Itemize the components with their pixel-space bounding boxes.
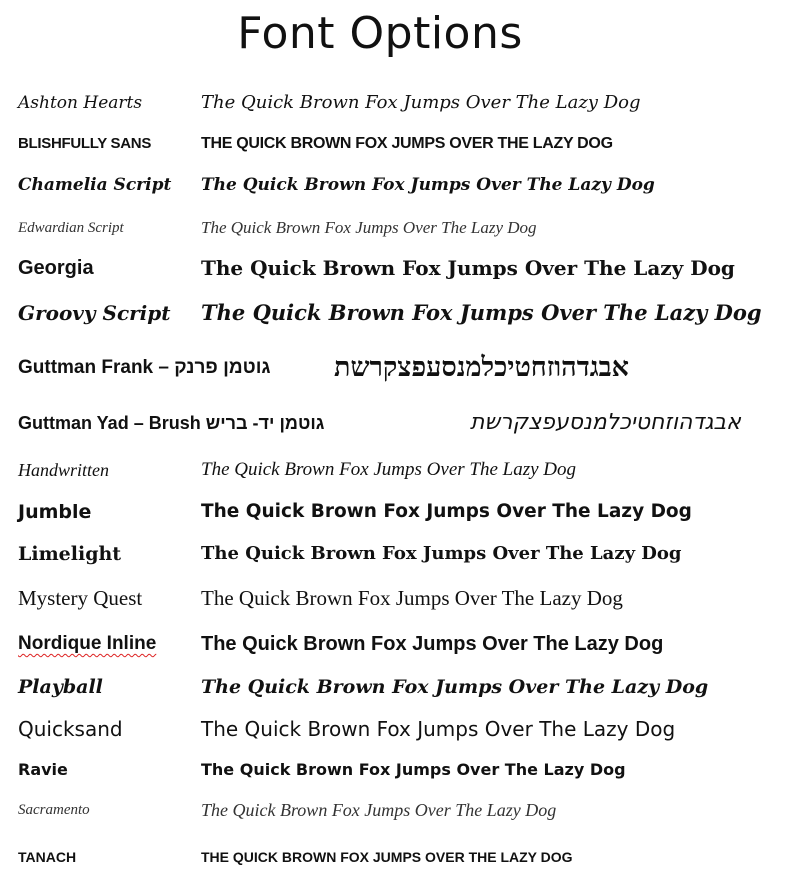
font-row-quicksand [0,712,794,746]
font-sample: The Quick Brown Fox Jumps Over The Lazy Dog [201,586,623,610]
font-row-edwardian-script [0,211,794,245]
font-row-sacramento [0,793,794,827]
font-sample: The Quick Brown Fox Jumps Over The Lazy Dog [201,501,692,522]
font-sample: The Quick Brown Fox Jumps Over The Lazy Dog [201,256,735,280]
font-name: Guttman Frank – גוטמן פרנק [18,357,271,378]
font-sample: The Quick Brown Fox Jumps Over The Lazy Dog [201,760,626,779]
font-row-ravie [0,753,794,787]
font-row-chamelia-script [0,168,794,202]
font-sample: The Quick Brown Fox Jumps Over The Lazy Dog [201,459,577,480]
font-sample: The Quick Brown Fox Jumps Over The Lazy Dog [201,633,664,655]
font-row-tanach [0,840,794,874]
font-row-nordique-inline [0,627,794,661]
font-row-guttman-frank [0,351,794,385]
font-name: Georgia [18,257,94,279]
font-sample: The Quick Brown Fox Jumps Over The Lazy Dog [201,676,709,698]
font-name: Ravie [18,760,68,779]
font-sample: The Quick Brown Fox Jumps Over The Lazy Dog [201,300,762,325]
font-row-guttman-yad-brush [0,406,794,440]
font-sample: אבגדהוזחטיכלמנסעפצקרשת [470,410,741,435]
font-sample: The Quick Brown Fox Jumps Over The Lazy Dog [201,543,682,564]
font-row-groovy-script [0,296,794,330]
font-name: Nordique Inline [18,633,157,654]
font-name: Quicksand [18,717,123,741]
font-name: Groovy Script [18,301,171,325]
font-name: Limelight [18,543,122,565]
font-name: Handwritten [18,460,110,480]
font-name: Sacramento [18,802,90,818]
font-row-blishfully-sans [0,127,794,161]
font-name: Ashton Hearts [18,93,143,113]
font-row-limelight [0,537,794,571]
font-row-ashton-hearts [0,86,794,120]
font-sample: The Quick Brown Fox Jumps Over The Lazy Dog [201,218,537,237]
font-name: Jumble [18,501,92,523]
font-name: Chamelia Script [18,175,172,195]
font-sample: The Quick Brown Fox Jumps Over The Lazy Dog [201,175,655,195]
page-title: Font Options [237,8,523,59]
font-row-playball [0,670,794,704]
font-sample: אבגדהוזחטיכלמנסעפצקרשת [334,352,629,383]
font-row-jumble [0,495,794,529]
font-row-handwritten [0,453,794,487]
font-name: Playball [18,676,103,698]
font-sample: THE QUICK BROWN FOX JUMPS OVER THE LAZY DOG [201,849,573,865]
font-sample: THE QUICK BROWN FOX JUMPS OVER THE LAZY DOG [201,135,613,152]
font-name: TANACH [18,849,77,865]
font-row-georgia [0,251,794,285]
font-name: Mystery Quest [18,586,143,610]
font-sample: The Quick Brown Fox Jumps Over The Lazy Dog [201,800,557,820]
font-sample: The Quick Brown Fox Jumps Over The Lazy Dog [201,92,641,113]
font-name: Edwardian Script [18,220,124,236]
font-name: BLISHFULLY SANS [18,135,152,152]
font-sample: The Quick Brown Fox Jumps Over The Lazy Dog [201,717,676,741]
font-name: Guttman Yad – Brush גוטמן יד- בריש [18,413,325,433]
font-row-mystery-quest [0,581,794,615]
